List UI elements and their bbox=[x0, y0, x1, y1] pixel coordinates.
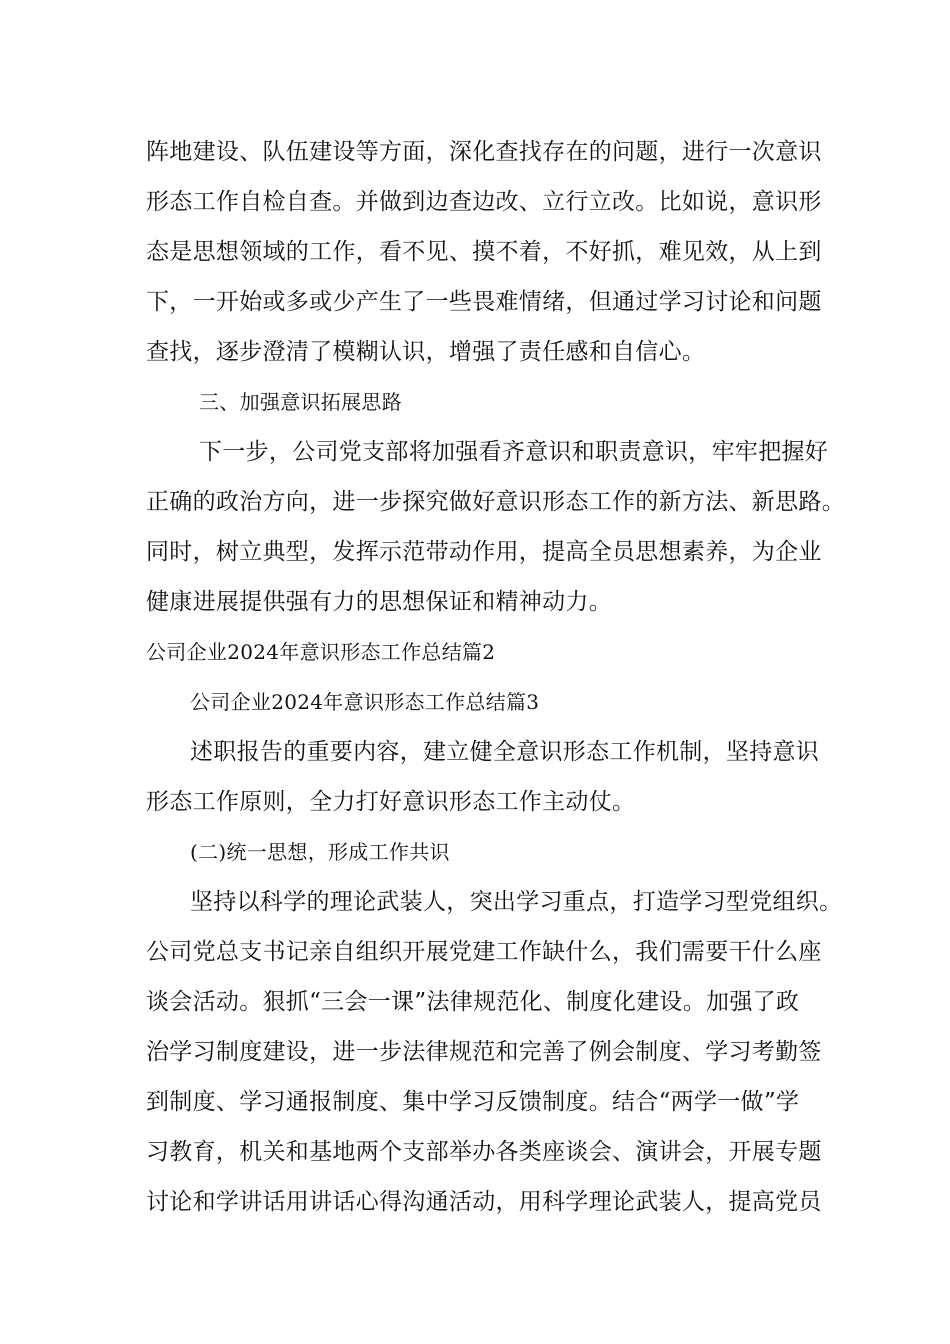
text-line: 谈会活动。狠抓“三会一课”法律规范化、制度化建设。加强了政 bbox=[146, 989, 800, 1015]
text-line: 阵地建设、队伍建设等方面，深化查找存在的问题，进行一次意识 bbox=[146, 139, 822, 165]
text-line: 查找，逐步澄清了模糊认识，增强了责任感和自信心。 bbox=[146, 339, 706, 365]
text-line: 态是思想领域的工作，看不见、摸不着，不好抓，难见效，从上到 bbox=[146, 239, 822, 265]
text-line: 习教育，机关和基地两个支部举办各类座谈会、演讲会，开展专题 bbox=[146, 1139, 822, 1165]
section-heading: (二)统一思想，形成工作共识 bbox=[190, 840, 450, 864]
text-line: 形态工作自检自查。并做到边查边改、立行立改。比如说，意识形 bbox=[146, 189, 822, 215]
paragraph-first-line: 坚持以科学的理论武装人，突出学习重点，打造学习型党组织。 bbox=[190, 889, 843, 915]
section-heading: 三、加强意识拓展思路 bbox=[199, 390, 402, 414]
paragraph-first-line: 述职报告的重要内容，建立健全意识形态工作机制，坚持意识 bbox=[190, 739, 820, 765]
text-line: 讨论和学讲话用讲话心得沟通活动，用科学理论武装人，提高党员 bbox=[146, 1189, 822, 1215]
text-line: 正确的政治方向，进一步探究做好意识形态工作的新方法、新思路。 bbox=[146, 489, 845, 515]
text-line: 公司党总支书记亲自组织开展党建工作缺什么，我们需要干什么座 bbox=[146, 939, 822, 965]
paragraph-first-line: 下一步，公司党支部将加强看齐意识和职责意识，牢牢把握好 bbox=[199, 439, 829, 465]
text-line: 到制度、学习通报制度、集中学习反馈制度。结合“两学一做”学 bbox=[146, 1089, 800, 1115]
article-title: 公司企业2024年意识形态工作总结篇2 bbox=[146, 640, 496, 664]
article-title: 公司企业2024年意识形态工作总结篇3 bbox=[190, 690, 540, 714]
text-line: 治学习制度建设，进一步法律规范和完善了例会制度、学习考勤签 bbox=[146, 1039, 822, 1065]
text-line: 同时，树立典型，发挥示范带动作用，提高全员思想素养，为企业 bbox=[146, 539, 822, 565]
text-line: 健康进展提供强有力的思想保证和精神动力。 bbox=[146, 589, 612, 615]
text-line: 下，一开始或多或少产生了一些畏难情绪，但通过学习讨论和问题 bbox=[146, 289, 822, 315]
text-line: 形态工作原则，全力打好意识形态工作主动仗。 bbox=[146, 789, 636, 815]
